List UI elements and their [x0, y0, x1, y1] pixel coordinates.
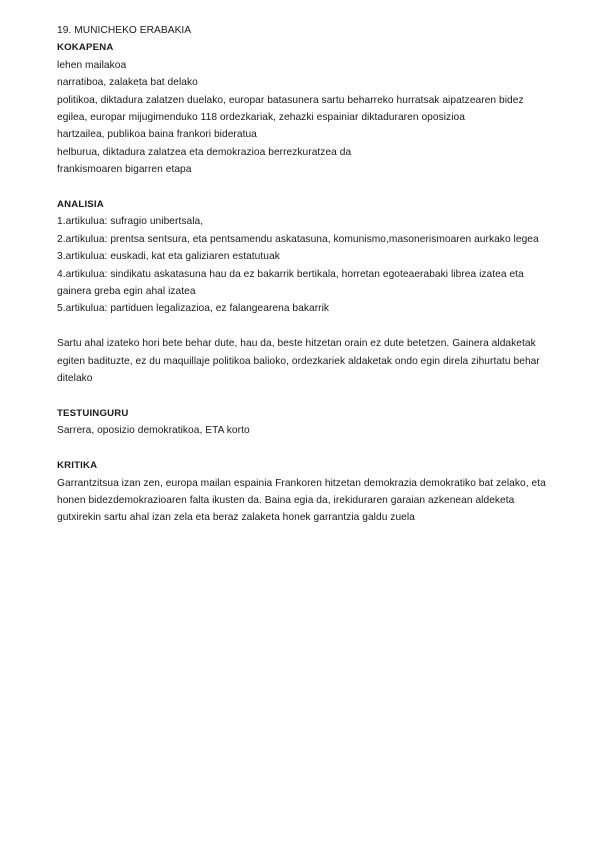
section-heading-kritika: KRITIKA: [57, 460, 98, 472]
spacer: [57, 179, 562, 196]
spacer: [57, 440, 562, 457]
testuinguru-text: Sarrera, oposizio demokratikoa, ETA korto: [57, 425, 250, 437]
analisia-section: [57, 213, 562, 317]
kokapena-line: frankismoaren bigarren etapa: [57, 164, 192, 176]
spacer: [57, 388, 562, 405]
spacer: [57, 318, 562, 335]
kokapena-line: lehen mailakoa: [57, 59, 127, 71]
article-line: 2.artikulua: prentsa sentsura, eta pentsamendu askatasuna, komunismo,masonerismoaren aurkako legea: [57, 233, 539, 245]
analisia-paragraph: Sartu ahal izateko hori bete behar dute, hau da, beste hitzetan orain ez dute betetzen. Gainera aldaketak egiten badituzte, ez du maquillaje politikoa balioko, ordezkariek aldaketak ondo egin direla zihurtatu behar ditelako: [57, 338, 540, 385]
article-line: 5.artikulua: partiduen legalizazioa, ez falangearena bakarrik: [57, 303, 330, 315]
kokapena-line: hartzailea, publikoa baina frankori bideratua: [57, 129, 257, 141]
kokapena-line: narratiboa, zalaketa bat delako: [57, 77, 198, 89]
section-heading-testuinguru: TESTUINGURU: [57, 407, 129, 419]
kokapena-line: politikoa, diktadura zalatzen duelako, europar batasunera sartu beharreko hurratsak aipatzearen bidez: [57, 94, 524, 106]
document-page: [57, 22, 562, 527]
kokapena-line: egilea, europar mijugimenduko 118 ordezkariak, zehazki espainiar diktaduraren oposizioa: [57, 112, 465, 124]
section-heading-kokapena: KOKAPENA: [57, 42, 114, 54]
section-heading-analisia: ANALISIA: [57, 199, 104, 211]
kokapena-line: helburua, diktadura zalatzea eta demokrazioa berrezkuratzea da: [57, 146, 352, 158]
article-line: 1.artikulua: sufragio unibertsala,: [57, 216, 204, 228]
article-line: 3.artikulua: euskadi, kat eta galiziaren estatutuak: [57, 251, 280, 263]
document-title: 19. MUNICHEKO ERABAKIA: [57, 25, 192, 36]
kritika-text: Garrantzitsua izan zen, europa mailan espainia Frankoren hitzetan demokrazia demokratiko bat zelako, eta honen bidezdemokrazioaren falta ikusten da. Baina egia da, irekiduraren garaian azkenean aldeketa gutxirekin sartu ahal izan zela eta beraz zalaketa honek garrantzia galdu zuela: [57, 477, 546, 524]
article-line: 4.artikulua: sindikatu askatasuna hau da ez bakarrik bertikala, horretan egoteaerabaki librea izatea eta gainera greba egin ahal izatea: [57, 268, 524, 298]
kokapena-section: [57, 57, 562, 179]
